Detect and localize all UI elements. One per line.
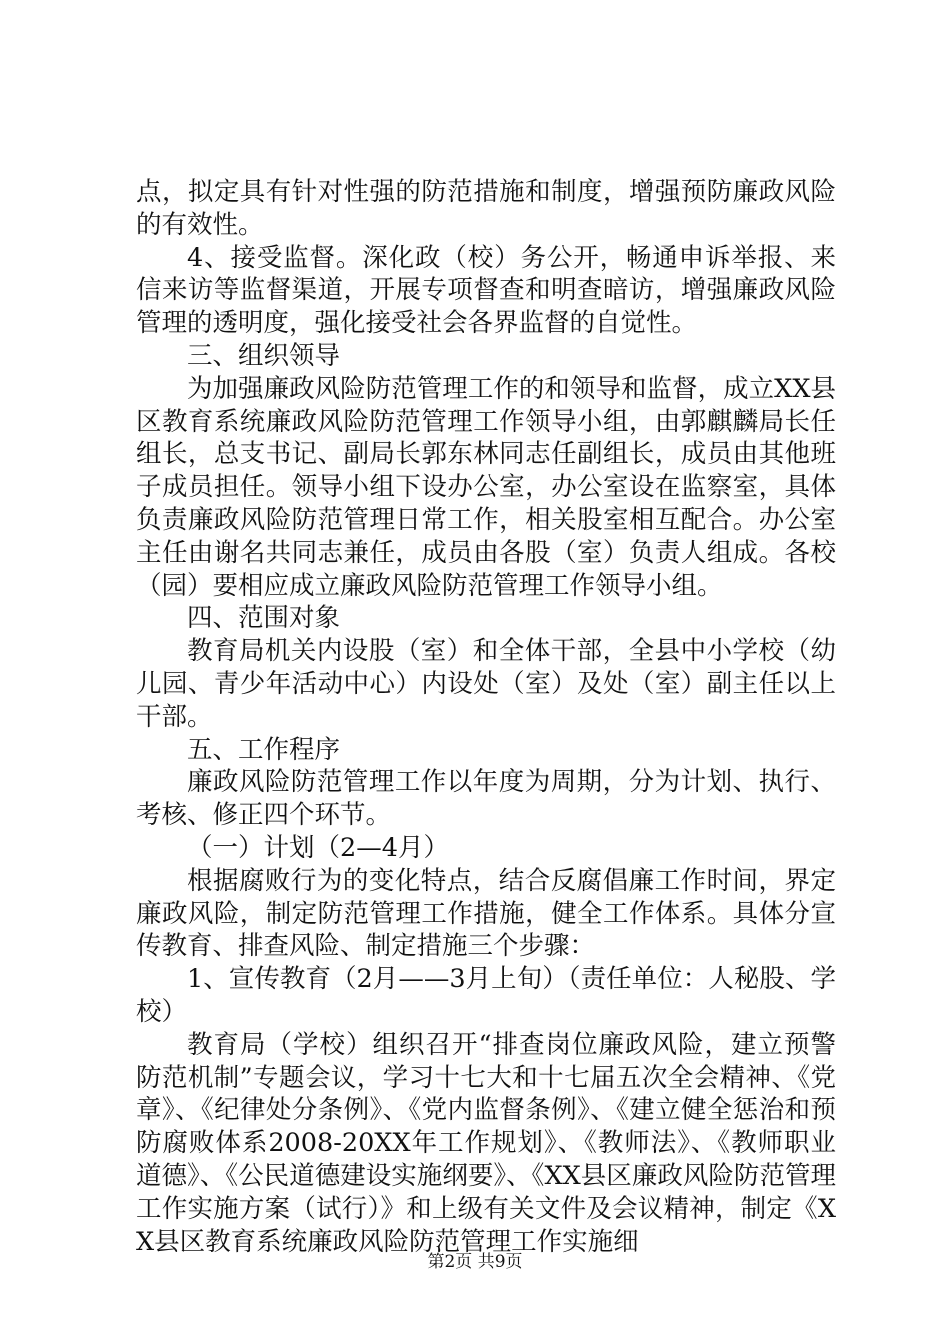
paragraph-plan: 根据腐败行为的变化特点，结合反腐倡廉工作时间，界定廉政风险，制定防范管理工作措施，健全工作体系。具体分宣传教育、排查风险、制定措施三个步骤： — [136, 865, 836, 962]
heading-scope: 四、范围对象 — [187, 603, 341, 634]
document-body — [136, 176, 836, 1258]
heading-organization-leadership: 三、组织领导 — [187, 340, 341, 371]
paragraph-publicity-education: 1、宣传教育（2月——3月上旬）（责任单位：人秘股、学校） — [136, 964, 836, 1027]
paragraph-meeting: 教育局（学校）组织召开“排查岗位廉政风险，建立预警防范机制”专题会议，学习十七大和十七届五次全会精神、《党章》、《纪律处分条例》、《党内监督条例》、《建立健全惩治和预防腐败体系2008-20XX年工作规划》、《教师法》、《教师职业道德》、《公民道德建设实施纲要》、《XX县区廉政风险防范管理工作实施方案（试行）》和上级有关文件及会议精神，制定《XX县区教育系统廉政风险防范管理工作实施细 — [136, 1029, 836, 1257]
paragraph-continuation: 点，拟定具有针对性强的防范措施和制度，增强预防廉政风险的有效性。 — [136, 177, 836, 240]
paragraph-accept-supervision: 4、接受监督。深化政（校）务公开，畅通申诉举报、来信来访等监督渠道，开展专项督查和明查暗访，增强廉政风险管理的透明度，强化接受社会各界监督的自觉性。 — [136, 242, 836, 339]
paragraph-scope: 教育局机关内设股（室）和全体干部，全县中小学校（幼儿园、青少年活动中心）内设处（室）及处（室）副主任以上干部。 — [136, 636, 836, 732]
paragraph-leadership-group: 为加强廉政风险防范管理工作的和领导和监督，成立XX县区教育系统廉政风险防范管理工作领导小组，由郭麒麟局长任组长，总支书记、副局长郭东林同志任副组长，成员由其他班子成员担任。领导小组下设办公室，办公室设在监察室，具体负责廉政风险防范管理日常工作，相关股室相互配合。办公室主任由谢名共同志兼任，成员由各股（室）负责人组成。各校（园）要相应成立廉政风险防范管理工作领导小组。 — [136, 373, 836, 601]
page-footer: 第2页 共9页 — [427, 1252, 523, 1272]
heading-work-procedure: 五、工作程序 — [187, 734, 341, 765]
paragraph-work-procedure: 廉政风险防范管理工作以年度为周期，分为计划、执行、考核、修正四个环节。 — [136, 767, 836, 831]
heading-plan: （一）计划（2—4月） — [187, 832, 449, 863]
